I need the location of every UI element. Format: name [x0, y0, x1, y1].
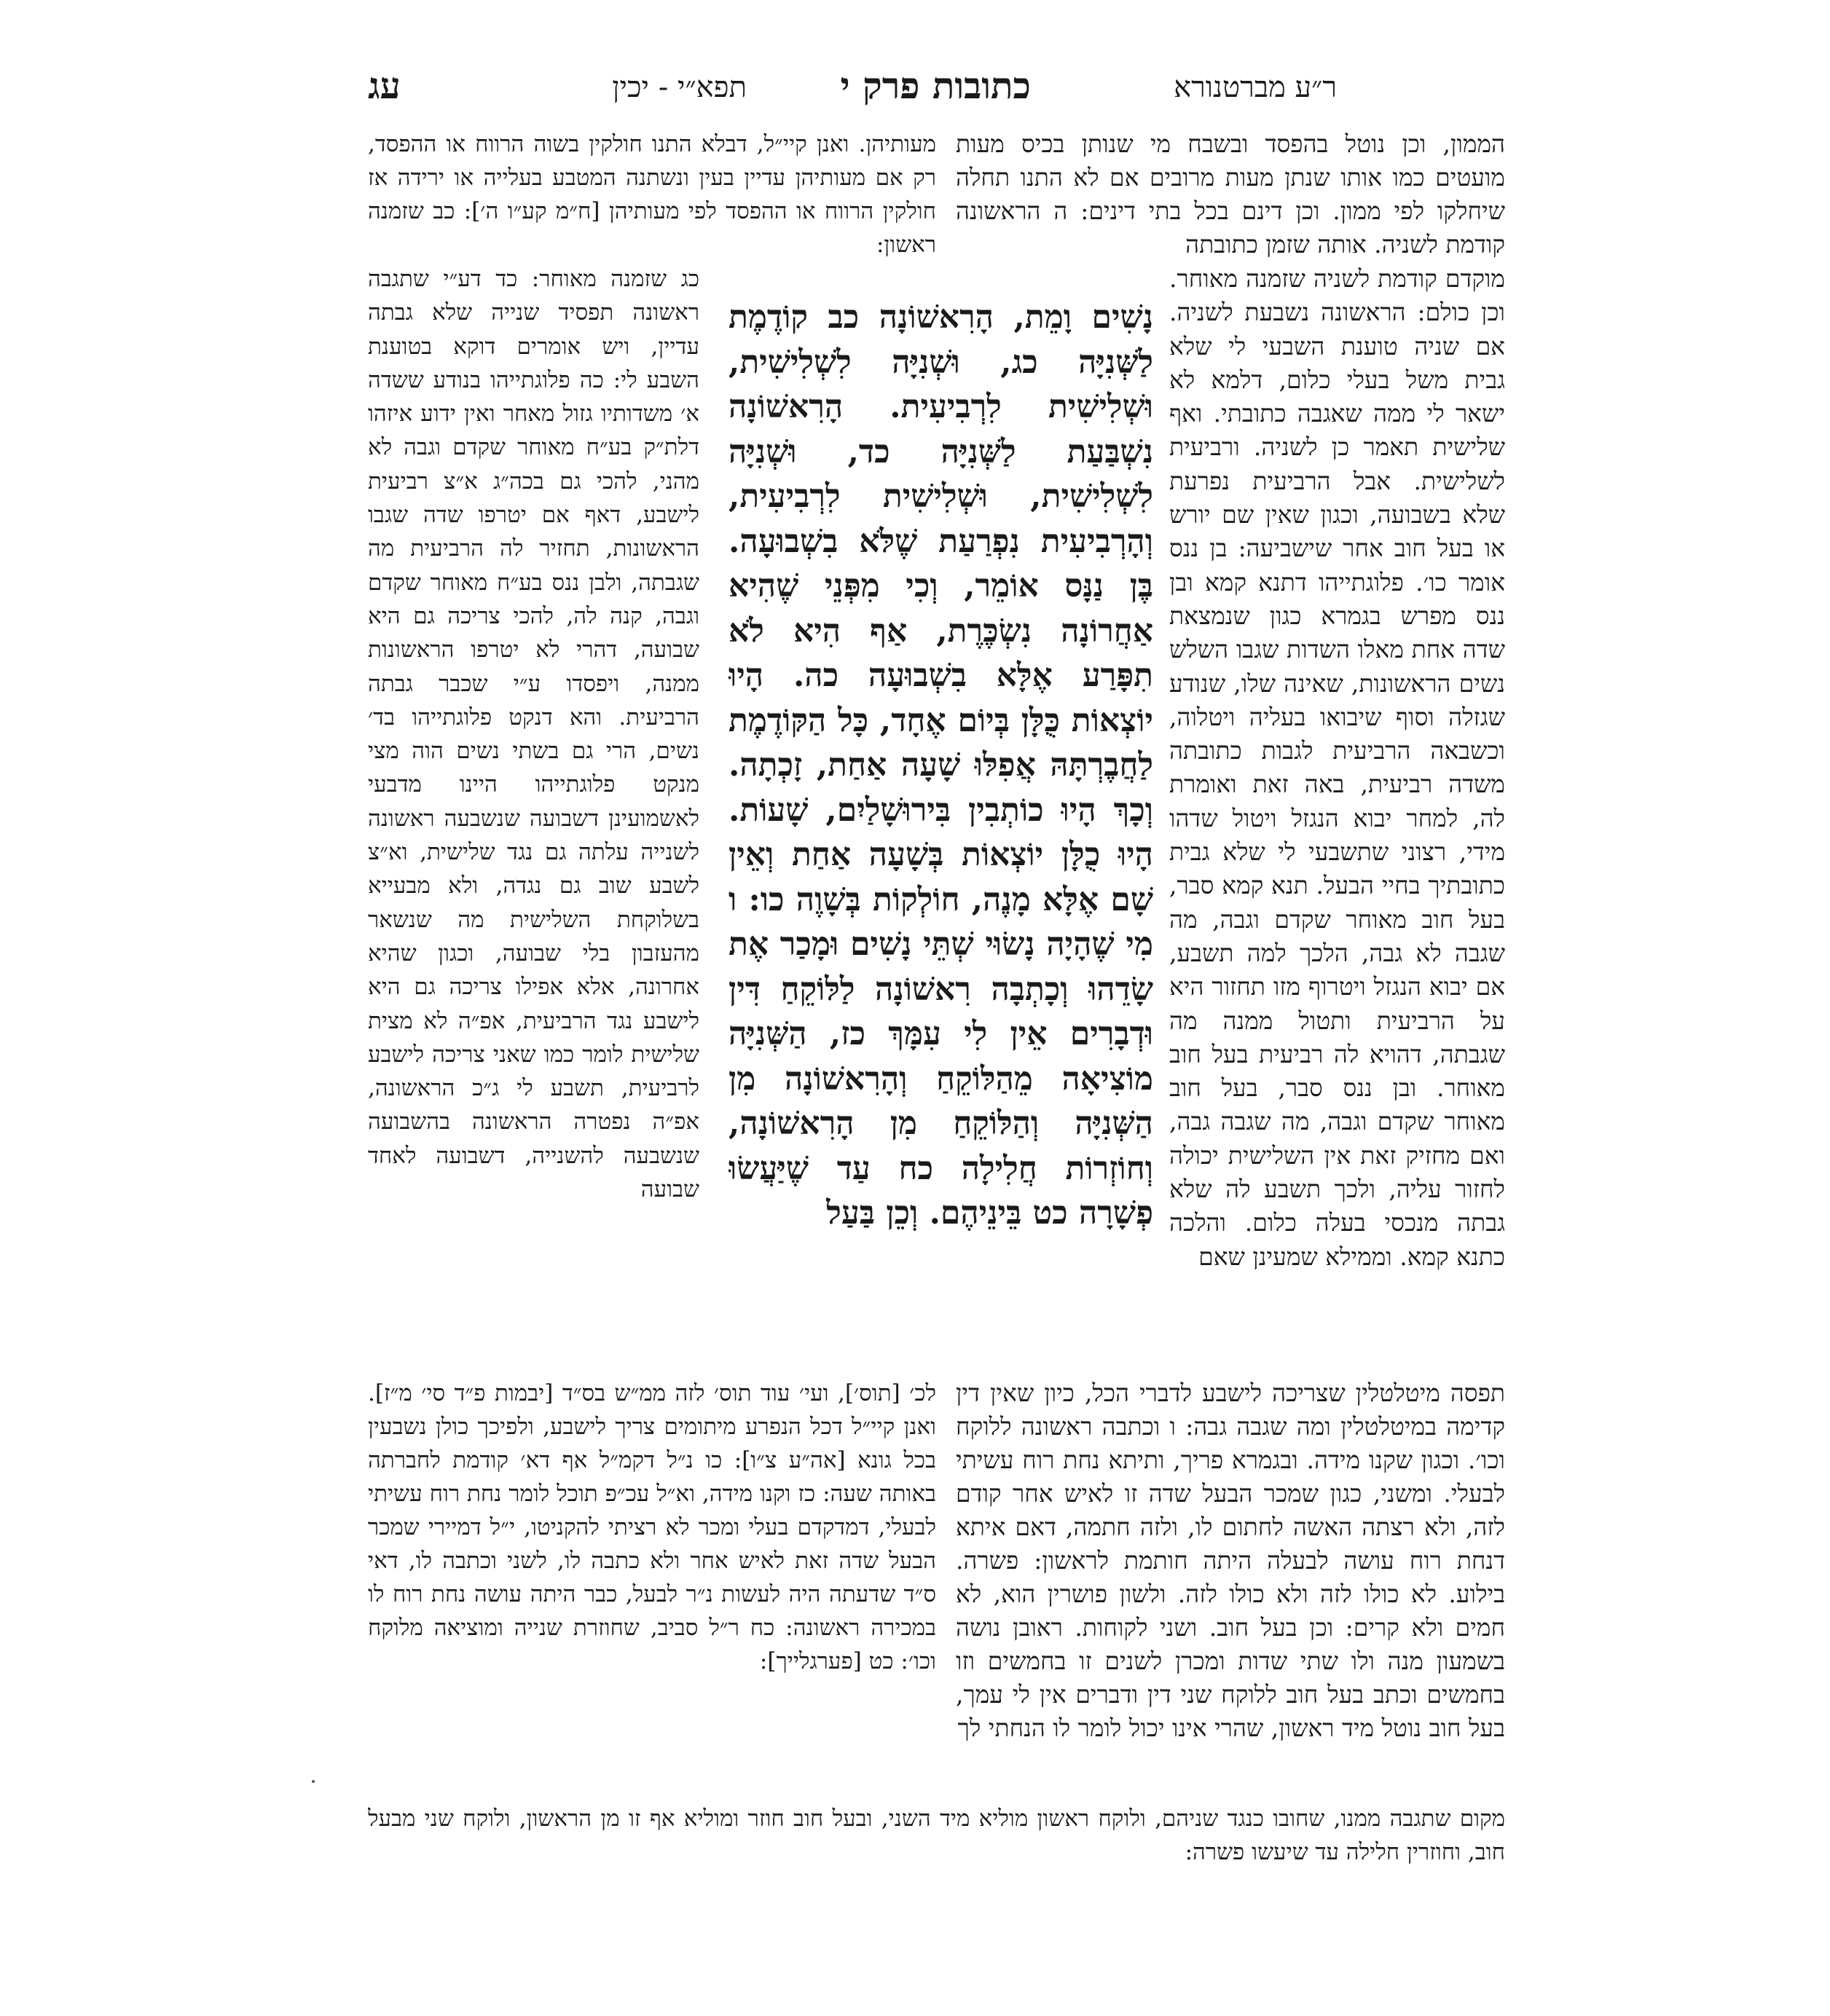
commentary-title: ר״ע מברטנורא: [1174, 71, 1337, 104]
yachin-side-text: כג שזמנה מאוחר: כד דע״י שתגבה ראשונה תפסיד שנייה שלא גבתה עדיין, ויש אומרים דוקא בטוענת השבע לי: כה פלוגתייהו בנודע ששדה א׳ משדותיו גזול מאחר ואין ידוע איזהו דלת״ק בע״ח מאוחר שקדם וגבה לא מהני, להכי גם בכה״ג א״צ רביעית לישבע, דאף אם יטרפו שדה שגבו הראשונות, תחזיר לה הרביעית מה שגבתה, ולבן ננס בע״ח מאוחר שקדם וגבה, קנה לה, להכי צריכה גם היא שבועה, דהרי לא יטרפו הראשונות ממנה, ויפסדו ע״י שכבר גבתה הרביעית. והא דנקט פלוגתייהו בד׳ נשים, הרי גם בשתי נשים הוה מצי מנקט פלוגתייהו היינו מדבעי לאשמועינן דשבועה שנשבעה ראשונה לשנייה עלתה גם נגד שלישית, וא״צ לשבע שוב גם נגדה, ולא מבעייא בשלוקחת השלישית מה שנשאר מהעזבון בלי שבועה, וכגון שהיא אחרונה, אלא אפילו צריכה גם היא לישבע נגד הרביעית, אפ״ה לא מצית שלישית לומר כמו שאני צריכה לישבע לרביעית, תשבע לי ג״כ הראשונה, אפ״ה נפטרה הראשונה בהשבועה שנשבעה להשנייה, דשבועה לאחד שבועה: [368, 266, 699, 1203]
bartenura-footer-text: מקום שתגבה ממנו, שחובו כנגד שניהם, ולוקח ראשון מוליא מיד השני, ובעל חוב חוזר ומוליא אף זו מן הראשון, ולוקח שני מבעל חוב, וחוזרין חלילה עד שיעשו פשרה:: [368, 1806, 1505, 1865]
bartenura-top-text: הממון, וכן נוטל בהפסד ובשבח מי שנותן בכיס מעות מועטים כמו אותו שנתן מעות מרובים אם לא התנו תחלה שיחלקו לפי ממון. וכן דינם בכל בתי דינים: ה הראשונה קודמת לשניה. אותה שזמן כתובתה: [956, 130, 1505, 259]
bartenura-commentary-bottom: [956, 1377, 1505, 1745]
mishnah-main-text: [729, 295, 1153, 1236]
yachin-bottom-text: לכ׳ [תוס׳], ועי׳ עוד תוס׳ לזה ממ״ש בס״ד [יבמות פ״ד סי׳ מ״ז]. ואנן קיי״ל דכל הנפרע מיתומים צריך לישבע, ולפיכך כולן נשבעין בכל גונא [אה״ע צ״ו]: כו נ״ל דקמ״ל אף דא׳ קודמת לחברתה באותה שעה: כז וקנו מידה, וא״ל עכ״פ תוכל לומר נחת רוח עשיתי לבעלי, דמדקדם בעלי ומכר לא רציתי להקניטו, י״ל דמיירי שמכר הבעל שדה זאת לאיש אחר ולא כתבה לו, לשני וכתבה לו, דאי ס״ד שדעתה היה לעשות נ״ר לבעל, כבר היתה עושה נחת רוח לו במכירה ראשונה: כח ר״ל סביב, שחוזרת שנייה ומוציאה מלוקח וכו׳: כט [פערגלייך]:: [368, 1380, 936, 1674]
page-header: [368, 64, 1337, 118]
bartenura-commentary-side: [1169, 262, 1505, 1274]
bartenura-commentary-footer: [368, 1802, 1505, 1869]
yachin-top-text: מעותיהן. ואנן קיי״ל, דבלא התנו חולקין בשוה הרווח או ההפסד, רק אם מעותיהן עדיין בעין ונשתנה המטבע בעלייה או ירידה אז חולקין הרווח או ההפסד לפי מעותיהן [ח״מ קע״ו ה׳]: כב שזמנה ראשון:: [368, 131, 936, 258]
yachin-commentary-bottom: [368, 1377, 936, 1678]
scan-speck: [312, 1780, 315, 1783]
running-head: תפא״י - יכין: [612, 71, 747, 104]
bartenura-bottom-text: תפסה מיטלטלין שצריכה לישבע לדברי הכל, כיון שאין דין קדימה במיטלטלין ומה שגבה גבה: ו וכתבה ראשונה ללוקח וכו׳. וכגון שקנו מידה. ובגמרא פריך, ותיתא נחת רוח עשיתי לבעלי. ומשני, כגון שמכר הבעל שדה זו לאיש אחר קודם לזה, ולא רצתה האשה לחתום לו, ולזה חתמה, דאם איתא דנחת רוח עושה לבעלה היתה חותמת לראשון: פשרה. בילוע. לא כולו לזה ולא כולו לזה. ולשון פושרין הוא, לא חמים ולא קרים: וכן בעל חוב. ושני לקוחות. ראובן נושה בשמעון מנה ולו שתי שדות ומכרן לשנים זו בחמשים וזו בחמשים וכתב בעל חוב ללוקח שני דין ודברים אין לי עמך, בעל חוב נוטל מיד ראשון, שהרי אינו יכול לומר לו הנחתי לך: [956, 1379, 1505, 1742]
bartenura-commentary-top: [956, 127, 1505, 261]
bartenura-side-text: מוקדם קודמת לשניה שזמנה מאוחר. וכן כולם: הראשונה נשבעת לשניה. אם שניה טוענת השבעי לי שלא גבית משל בעלי כלום, דלמא לא ישאר לי ממה שאגבה כתובתי. ואף שלישית תאמר כן לשניה. ורביעית לשלישית. אבל הרביעית נפרעת שלא בשבועה, וכגון שאין שם יורש או בעל חוב אחר שישביעה: בן ננס אומר כו׳. פלוגתייהו דתנא קמא ובן ננס מפרש בגמרא כגון שנמצאת שדה אחת מאלו השדות שגבו השלש נשים הראשונות, שאינה שלו, שנודע שגזלה וסוף שיבואו בעליה ויטלוה, וכשבאה הרביעית לגבות כתובתה משדה רביעית, באה זאת ואומרת לה, למחר יבוא הנגזל ויטול שדהו מידי, רצוני שתשבעי לי שלא גבית כתובתיך בחיי הבעל. תנא קמא סבר, בעל חוב מאוחר שקדם וגבה, מה שגבה לא גבה, הלכך למה תשבע, אם יבוא הנגזל ויטרוף מזו תחזור היא על הרביעית ותטול ממנה מה שגבתה, דהויא לה רביעית בעל חוב מאוחר. ובן ננס סבר, בעל חוב מאוחר שקדם וגבה, מה שגבה גבה, ואם מחזיק זאת אין השלישית יכולה לחזור עליה, ולכך תשבע לה שלא גבתה מנכסי בעלה כלום. והלכה כתנא קמא. וממילא שמעינן שאם: [1169, 264, 1505, 1271]
yachin-commentary-top: [368, 127, 936, 261]
yachin-commentary-side: [368, 262, 699, 1206]
tractate-chapter-title: כתובות פרק י: [840, 64, 1031, 107]
page-number: עג: [368, 64, 401, 107]
mishnah-text: נָשִׁים וָמֵת, הָרִאשׁוֹנָה כב קוֹדֶמֶת לַשְּׁנִיָּה כג, וּשְׁנִיָּה לִשְׁלִישִׁית, וּשְׁלִישִׁית לִרְבִיעִית. הָרִאשׁוֹנָה נִשְׁבַּעַת לַשְּׁנִיָּה כד, וּשְׁנִיָּה לִשְׁלִישִׁית, וּשְׁלִישִׁית לִרְבִיעִית, וְהָרְבִיעִית נִפְרַעַת שֶׁלֹּא בִשְׁבוּעָה. בֶּן נַנָּס אוֹמֵר, וְכִי מִפְּנֵי שֶׁהִיא אַחֲרוֹנָה נִשְׂכֶּרֶת, אַף הִיא לֹא תִפָּרַע אֶלָּא בִשְׁבוּעָה כה. הָיוּ יוֹצְאוֹת כֻּלָּן בְּיוֹם אֶחָד, כָּל הַקּוֹדֶמֶת לַחֲבֶרְתָּהּ אֲפִלּוּ שָׁעָה אַחַת, זָכְתָה. וְכָךְ הָיוּ כוֹתְבִין בִּירוּשָׁלַיִם, שָׁעוֹת. הָיוּ כֻלָּן יוֹצְאוֹת בְּשָׁעָה אַחַת וְאֵין שָׁם אֶלָּא מָנֶה, חוֹלְקוֹת בְּשָׁוֶה כו: ו מִי שֶׁהָיָה נָשׂוּי שְׁתֵּי נָשִׁים וּמָכַר אֶת שָׂדֵהוּ וְכָתְבָה רִאשׁוֹנָה לַלּוֹקֵחַ דִּין וּדְבָרִים אֵין לִי עִמָּךְ כז, הַשְּׁנִיָּה מוֹצִיאָה מֵהַלּוֹקֵחַ וְהָרִאשׁוֹנָה מִן הַשְּׁנִיָּה וְהַלּוֹקֵחַ מִן הָרִאשׁוֹנָה, וְחוֹזְרוֹת חֲלִילָה כח עַד שֶׁיַּעֲשׂוּ פְשָׁרָה כט בֵּינֵיהֶם. וְכֵן בַּעַל: [729, 299, 1153, 1232]
